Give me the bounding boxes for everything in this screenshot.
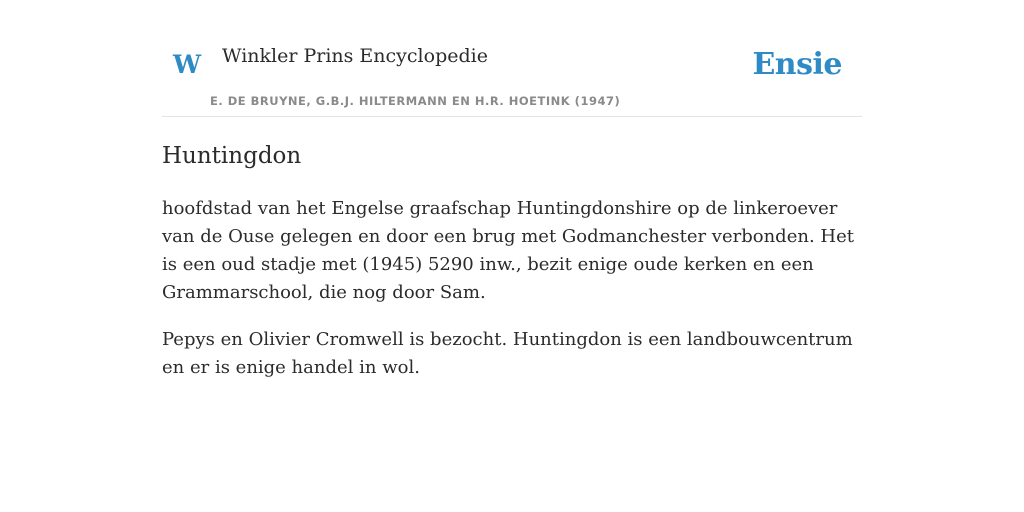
article-paragraph: Pepys en Olivier Cromwell is bezocht. Huntingdon is een landbouwcentrum en er is enige handel in wol. xyxy=(162,328,853,378)
publication-logo[interactable]: W xyxy=(173,50,202,79)
article-paragraph: hoofdstad van het Engelse graafschap Huntingdonshire op de linkeroever van de Ouse gelegen en door een brug met Godmanchester verbonden. Het is een oud stadje met (1945) 5290 inw., bezit enige oude kerken en een Grammarschool, die nog door Sam. xyxy=(162,197,854,303)
ensie-logo-link[interactable]: Ensie xyxy=(752,47,842,82)
page xyxy=(162,0,862,382)
publication-authors: E. DE BRUYNE, G.B.J. HILTERMANN EN H.R. HOETINK (1947) xyxy=(210,94,621,108)
publication-title[interactable]: Winkler Prins Encyclopedie xyxy=(222,45,488,67)
article-title: Huntingdon xyxy=(162,143,302,169)
header xyxy=(162,0,862,117)
